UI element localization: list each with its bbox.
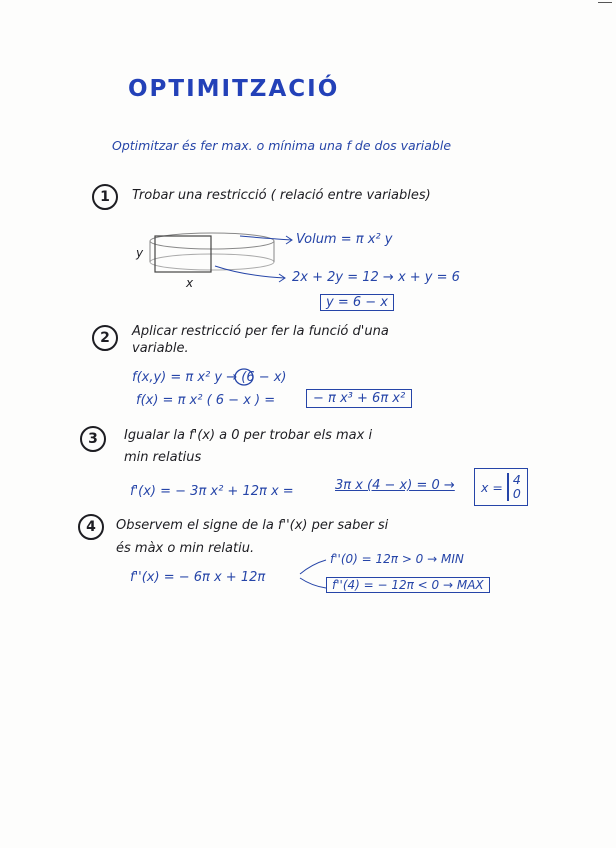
step-4-text: Observem el signe de la f''(x) per saber si <box>116 518 389 533</box>
step-1-text: Trobar una restricció ( relació entre variables) <box>132 188 431 203</box>
step-4-text-cont: és màx o min relatiu. <box>116 541 255 556</box>
constraint-equation: 2x + 2y = 12 → x + y = 6 <box>292 270 460 285</box>
volume-formula: Volum = π x² y <box>296 232 393 247</box>
f-second-at-4: f''(4) = − 12π < 0 → MAX <box>326 577 490 593</box>
f-second-formula: f''(x) = − 6π x + 12π <box>130 570 266 585</box>
critical-value-1: 4 <box>512 472 521 487</box>
critical-x-label: x = <box>481 479 503 495</box>
step-2-text: Aplicar restricció per fer la funció d'una <box>132 324 389 339</box>
f-second-at-0: f''(0) = 12π > 0 → MIN <box>330 552 464 566</box>
diagram-y-label: y <box>136 246 144 260</box>
critical-value-2: 0 <box>512 486 521 501</box>
step-2-text-cont: variable. <box>132 341 189 356</box>
step-1-number: 1 <box>92 184 118 210</box>
y-of-x-result: y = 6 − x <box>320 294 394 311</box>
definition-text: Optimitzar és fer max. o mínima una f de dos variable <box>112 138 452 153</box>
f-xy-substitution: f(x,y) = π x² y → (6 − x) <box>132 370 287 385</box>
step-3-text-cont: min relatius <box>124 450 202 465</box>
diagram-x-label: x <box>186 276 194 290</box>
critical-values <box>507 473 521 501</box>
step-4-number: 4 <box>78 514 104 540</box>
step-3-text: Igualar la f'(x) a 0 per trobar els max i <box>124 428 373 443</box>
f-prime-factored: 3π x (4 − x) = 0 → <box>335 478 455 493</box>
critical-points-box <box>474 468 528 506</box>
page-title: OPTIMITZACIÓ <box>128 76 340 102</box>
f-x-result: − π x³ + 6π x² <box>306 389 412 408</box>
f-x-expansion: f(x) = π x² ( 6 − x ) = <box>136 393 276 408</box>
step-2-number: 2 <box>92 325 118 351</box>
f-prime-formula: f'(x) = − 3π x² + 12π x = <box>130 484 294 499</box>
step-3-number: 3 <box>80 426 106 452</box>
